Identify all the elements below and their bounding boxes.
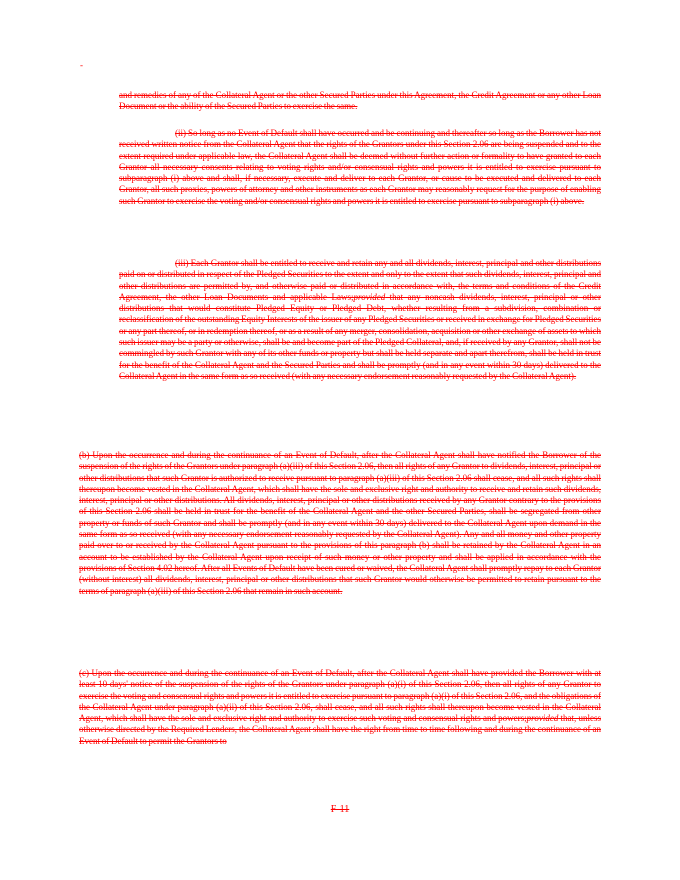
paragraph-continuation: and remedies of any of the Collateral Agent or the other Secured Parties under this Agreement, the Credit Agreement or any other Loan Document or the ability of the Secured Parties to exercise the same. (119, 90, 601, 112)
paragraph-a-ii: (ii) So long as no Event of Default shall have occurred and be continuing and thereafter so long as the Borrower has not received written notice from the Collateral Agent that the rights of the Grantors under this Section 2.06 are being suspended and to the extent required under applicable law, the Collateral Agent shall be deemed without further action or formality to have granted to each Grantor all necessary consents relating to voting rights and/or consensual rights and powers it is entitled to exercise pursuant to subparagraph (i) above and shall, if necessary, execute and deliver to each Grantor, or cause to be executed and delivered to each Grantor, all such proxies, powers of attorney and other instruments as each Grantor may reasonably request for the purpose of enabling such Grantor to exercise the voting and/or consensual rights and powers it is entitled to exercise pursuant to subparagraph (i) above. (119, 128, 601, 206)
paragraph-c-text-2: that, unless otherwise directed by the Required Lenders, the Collateral Agent shall have the right from time to time following and during the continuance of an Event of Default to permit the Grantors to (79, 713, 601, 746)
change-marker: - (80, 60, 83, 70)
provided-italic: provided (353, 291, 386, 302)
paragraph-c (79, 668, 601, 747)
paragraph-a-iii-text-1: (iii) Each Grantor shall be entitled to receive and retain any and all dividends, interest, principal and other distributions paid on or distributed in respect of the Pledged Securities to the extent and only to the extent that such dividends, interest, principal and other distributions are permitted by, and otherwise paid or distributed in accordance with, the terms and conditions of the Credit Agreement, the other Loan Documents and applicable Laws; (119, 258, 601, 302)
paragraph-b: (b) Upon the occurrence and during the continuance of an Event of Default, after the Collateral Agent shall have notified the Borrower of the suspension of the rights of the Grantors under paragraph (a)(iii) of this Section 2.06, then all rights of any Grantor to dividends, interest, principal or other distributions that such Grantor is authorized to receive pursuant to paragraph (a)(iii) of this Section 2.06 shall cease, and all such rights shall thereupon become vested in the Collateral Agent, which shall have the sole and exclusive right and authority to receive and retain such dividends, interest, principal or other distributions. All dividends, interest, principal or other distributions received by any Grantor contrary to the provisions of this Section 2.06 shall be held in trust for the benefit of the Collateral Agent and the other Secured Parties, shall be segregated from other property or funds of such Grantor and shall be promptly (and in any event within 30 days) delivered to the Collateral Agent upon demand in the same form as so received (with any necessary endorsement reasonably requested by the Collateral Agent). Any and all money and other property paid over to or received by the Collateral Agent pursuant to the provisions of this paragraph (b) shall be retained by the Collateral Agent in an account to be established by the Collateral Agent upon receipt of such money or other property and shall be applied in accordance with the provisions of Section 4.02 hereof. After all Events of Default have been cured or waived, the Collateral Agent shall promptly repay to each Grantor (without interest) all dividends, interest, principal or other distributions that such Grantor would otherwise be permitted to retain pursuant to the terms of paragraph (a)(iii) of this Section 2.06 that remain in such account. (79, 450, 601, 596)
provided-italic: provided (526, 713, 559, 724)
paragraph-c-text-1: (c) Upon the occurrence and during the continuance of an Event of Default, after the Collateral Agent shall have provided the Borrower with at least 10 days' notice of the suspension of the rights of the Grantors under paragraph (a)(i) of this Section 2.06, then all rights of any Grantor to exercise the voting and consensual rights and powers it is entitled to exercise pursuant to paragraph (a)(i) of this Section 2.06, and the obligations of the Collateral Agent under paragraph (a)(ii) of this Section 2.06, shall cease, and all such rights shall thereupon become vested in the Collateral Agent, which shall have the sole and exclusive right and authority to exercise such voting and consensual rights and powers; (79, 668, 601, 724)
page-number: F-11 (330, 804, 350, 815)
paragraph-a-iii (119, 258, 601, 382)
paragraph-a-iii-text-2: that any noncash dividends, interest, principal or other distributions that would constitute Pledged Equity or Pledged Debt, whether resulting from a subdivision, combination or reclassification of the outstanding Equity Interests of the issuer of any Pledged Securities or received in exchange for Pledged Securities or any part thereof, or in redemption thereof, or as a result of any merger, consolidation, acquisition or other exchange of assets to which such issuer may be a party or otherwise, shall be and become part of the Pledged Collateral, and, if received by any Grantor, shall not be commingled by such Grantor with any of its other funds or property but shall be held separate and apart therefrom, shall be held in trust for the benefit of the Collateral Agent and the Secured Parties and shall be promptly (and in any event within 30 days) delivered to the Collateral Agent in the same form as so received (with any necessary endorsement reasonably requested by the Collateral Agent). (119, 291, 601, 381)
